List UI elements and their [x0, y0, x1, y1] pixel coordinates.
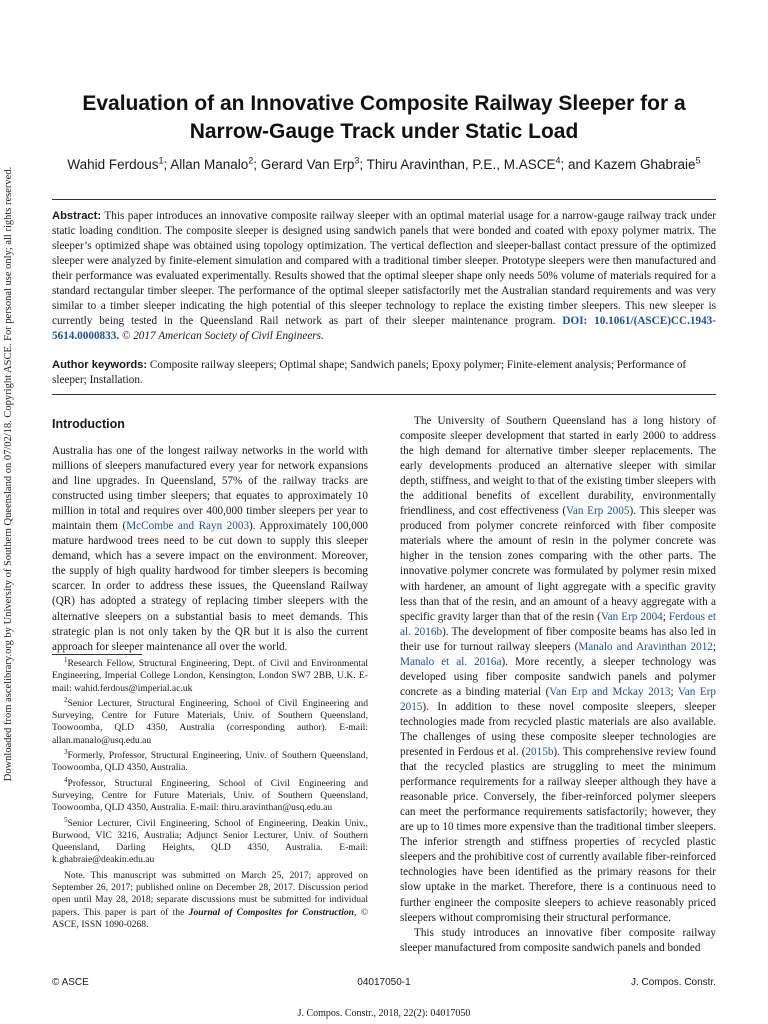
affiliation-mark: 3: [354, 155, 360, 166]
abstract-text: This paper introduces an innovative composite railway sleeper with an optimal material usage for a narrow-gauge railway track under static loading condition. The composite sleeper is designed using sandwich panels that were bonded and coated with epoxy polymer matrix. The sleeper’s optimized shape was obtained using topology optimization. The vertical deflection and sleeper-ballast contact pressure of the optimized sleeper were analyzed by finite-element simulation and compared with a traditional timber sleeper. Prototype sleepers were then manufactured and their performance was evaluated experimentally. Results showed that the optimal sleeper shape only needs 50% volume of materials required for a standard rectangular timber sleeper. The performance of the optimal sleeper satisfactorily met the Australian standard requirements and was very similar to a timber sleeper indicating the high potential of this sleeper technology to replace the existing timber sleepers. This new sleeper is currently being tested in the Queensland Rail network as part of their sleeper maintenance program.: [52, 210, 716, 328]
footnote-number: 2: [64, 695, 68, 704]
paragraph-text: ). More recently, a sleeper technology was developed using fiber composite sandwich panels and polymer concrete as a binding material (: [400, 655, 716, 698]
paragraph-text: ;: [662, 610, 669, 623]
footnote-number: 5: [64, 815, 68, 824]
footnote-number: 4: [64, 775, 68, 784]
paragraph-text: ;: [670, 685, 678, 698]
footnote: [52, 747, 368, 775]
footnote: [52, 695, 368, 747]
paper-title: Evaluation of an Innovative Composite Railway Sleeper for a Narrow-Gauge Track under Static Load: [82, 92, 686, 143]
paragraph-text: Australia has one of the longest railway networks in the world with millions of sleepers manufactured every year for network expansions and line upgrades. In Queensland, 57% of the railway tracks are constructed using timber sleepers; that equates to approximately 10 million in total and requires over 400,000 timber sleepers per year to maintain them (: [52, 445, 368, 533]
submission-note: [52, 870, 368, 931]
right-column: [400, 414, 716, 956]
citation-link[interactable]: Van Erp 2015: [400, 685, 716, 713]
divider: [52, 394, 716, 395]
paragraph-text: ). In addition to these novel composite sleepers, sleeper technologies made from recycled plastic materials are also available. The challenges of using these composite sleeper technologies are presented in Ferdous et al. (: [400, 700, 716, 759]
affiliation-mark: 1: [158, 155, 164, 166]
author-name: ; Allan Manalo: [163, 157, 249, 172]
footnote-number: 3: [64, 747, 68, 756]
paragraph-text: ;: [712, 640, 716, 653]
affiliation-mark: 4: [555, 155, 561, 166]
footer-publisher: © ASCE: [52, 977, 89, 988]
citation-link[interactable]: Van Erp and Mckay 2013: [549, 685, 671, 698]
citation-link[interactable]: McCombe and Rayn 2003: [126, 520, 250, 533]
section-heading: Introduction: [52, 417, 125, 431]
author-name: ; Gerard Van Erp: [253, 157, 355, 172]
note-text: , © ASCE, ISSN 1090-0268.: [52, 906, 368, 930]
body-paragraph: This study introduces an innovative fiber composite railway sleeper manufactured from composite sandwich panels and bonded: [400, 926, 716, 954]
footnote-text: Professor, Structural Engineering, School of Civil Engineering and Surveying, Centre for Future Materials, Univ. of Southern Queensland, Toowoomba, QLD 4350, Australia. E-mail: thiru.aravinthan@usq.edu.au: [52, 777, 368, 814]
keywords-text: Composite railway sleepers; Optimal shape; Sandwich panels; Epoxy polymer; Finite-element analysis; Performance of sleeper; Installation.: [52, 359, 687, 387]
footer-page-id: 04017050-1: [357, 977, 411, 988]
copyright-notice: © 2017 American Society of Civil Engineers.: [119, 330, 324, 343]
doi-link[interactable]: DOI: 10.1061/(ASCE)CC.1943-5614.0000833.: [52, 315, 716, 343]
footnote: [52, 655, 368, 695]
citation-link[interactable]: Van Erp 2005: [566, 505, 630, 518]
citation-link[interactable]: Van Erp 2004: [600, 610, 663, 623]
citation-link[interactable]: 2015b: [525, 746, 554, 759]
citation-line: J. Compos. Constr., 2018, 22(2): 04017050: [297, 1008, 471, 1019]
download-notice: Downloaded from ascelibrary.org by University of Southern Queensland on 07/02/18. Copyright ASCE. For personal use only; all rights reserved.: [3, 166, 14, 782]
paragraph-text: ). The development of fiber composite beams has also led in their use for turnout railway sleepers (: [400, 625, 716, 653]
paragraph-text: ). This comprehensive review found that the recycled plastics are struggling to meet the minimum performance requirements for a railway sleeper although they have a reasonable price. Conversely, the fiber-reinforced polymer sleepers can meet the performance requirements satisfactorily; however, they are up to 10 times more expensive than the traditional timber sleepers. The inferior strength and stiffness properties of recycled plastic sleepers and the prohibitive cost of currently available fiber-reinforced technologies have been identified as the primary reasons for their slow uptake in the market. Therefore, there is a continuous need to further engineer the composite sleepers to achieve reasonably priced sleepers without compromising their structural performance.: [400, 746, 716, 924]
footnote: [52, 775, 368, 815]
paragraph-text: ). Approximately 100,000 mature hardwood trees need to be cut down to supply this sleeper demand, which has a severe impact on the environment. Moreover, the supply of high quality hardwood for timber sleepers is becoming scarcer. In order to address these issues, the Queensland Railway (QR) has adopted a strategy of replacing timber sleepers with the alternative sleepers on a substantial basis to meet demands. This strategic plan is not only taken by the QR but it is also the current approach for sleeper maintenance all over the world.: [52, 520, 369, 653]
author-list: [40, 156, 728, 174]
citation-link[interactable]: Manalo et al. 2016a: [400, 655, 502, 668]
left-column: [52, 414, 368, 655]
footer-journal: J. Compos. Constr.: [630, 977, 716, 988]
footnote-text: Formerly, Professor, Structural Engineering, Univ. of Southern Queensland, Toowoomba, QLD 4350, Australia.: [52, 750, 368, 774]
author-keywords: [52, 358, 716, 388]
footnote-number: 1: [64, 655, 68, 664]
journal-name: Journal of Composites for Construction: [188, 906, 355, 918]
note-text: Note. This manuscript was submitted on March 25, 2017; approved on September 26, 2017; published online on December 28, 2017. Discussion period open until May 28, 2018; separate discussions must be submitted for individual papers. This paper is part of the: [52, 869, 368, 918]
paragraph-text: ). This sleeper was produced from polymer concrete reinforced with fiber composite materials where the amount of resin in the polymer concrete was higher in the tension zones comparing with the other parts. The innovative polymer concrete was formulated by polymer resin mixed with hardener, an amount of light aggregate with a specific gravity less than that of the resin, and an amount of a heavy aggregate with a specific gravity larger than that of the resin (: [400, 505, 716, 623]
footnotes: [52, 655, 368, 931]
divider: [52, 199, 716, 200]
body-paragraph: [400, 414, 716, 926]
footnote: [52, 815, 368, 867]
author-name: ; and Kazem Ghabraie: [560, 157, 696, 172]
footnote-text: Senior Lecturer, Structural Engineering, School of Civil Engineering and Surveying, Centre for Future Materials, Univ. of Southern Queensland, Toowoomba, QLD 4350, Australia (corresponding author). E-mail: allan.manalo@usq.edu.au: [52, 697, 368, 746]
intro-paragraph: [52, 444, 368, 655]
affiliation-mark: 5: [695, 155, 701, 166]
abstract-label: Abstract:: [52, 210, 102, 222]
paragraph-text: The University of Southern Queensland has a long history of composite sleeper development that started in early 2000 to address the high demand for alternative timber sleeper replacements. The early developments produced an alternative sleeper with similar depth, stiffness, and weight to that of the existing timber sleepers with the additional benefits of excellent durability, environmentally friendliness, and cost effectiveness (: [400, 415, 716, 518]
affiliation-mark: 2: [248, 155, 254, 166]
citation-link[interactable]: Manalo and Aravinthan 2012: [578, 640, 713, 653]
footnote-text: Research Fellow, Structural Engineering, Dept. of Civil and Environmental Engineering, Imperial College London, Kensington, London SW7 2BB, U.K. E-mail: wahid.ferdous@imperial.ac.uk: [52, 658, 368, 694]
author-name: ; Thiru Aravinthan, P.E., M.ASCE: [359, 157, 556, 172]
footnote-text: Senior Lecturer, Civil Engineering, School of Engineering, Deakin Univ., Burwood, VIC 3216, Australia; Adjunct Senior Lecturer, Univ. of Southern Queensland, Darling Heights, QLD 4350, Australia. E-mail: k.ghabraie@deakin.edu.au: [52, 817, 368, 866]
abstract: [52, 209, 716, 344]
citation-link[interactable]: Ferdous et al. 2016b: [400, 610, 716, 638]
author-name: Wahid Ferdous: [67, 157, 159, 172]
keywords-label: Author keywords:: [52, 359, 148, 371]
